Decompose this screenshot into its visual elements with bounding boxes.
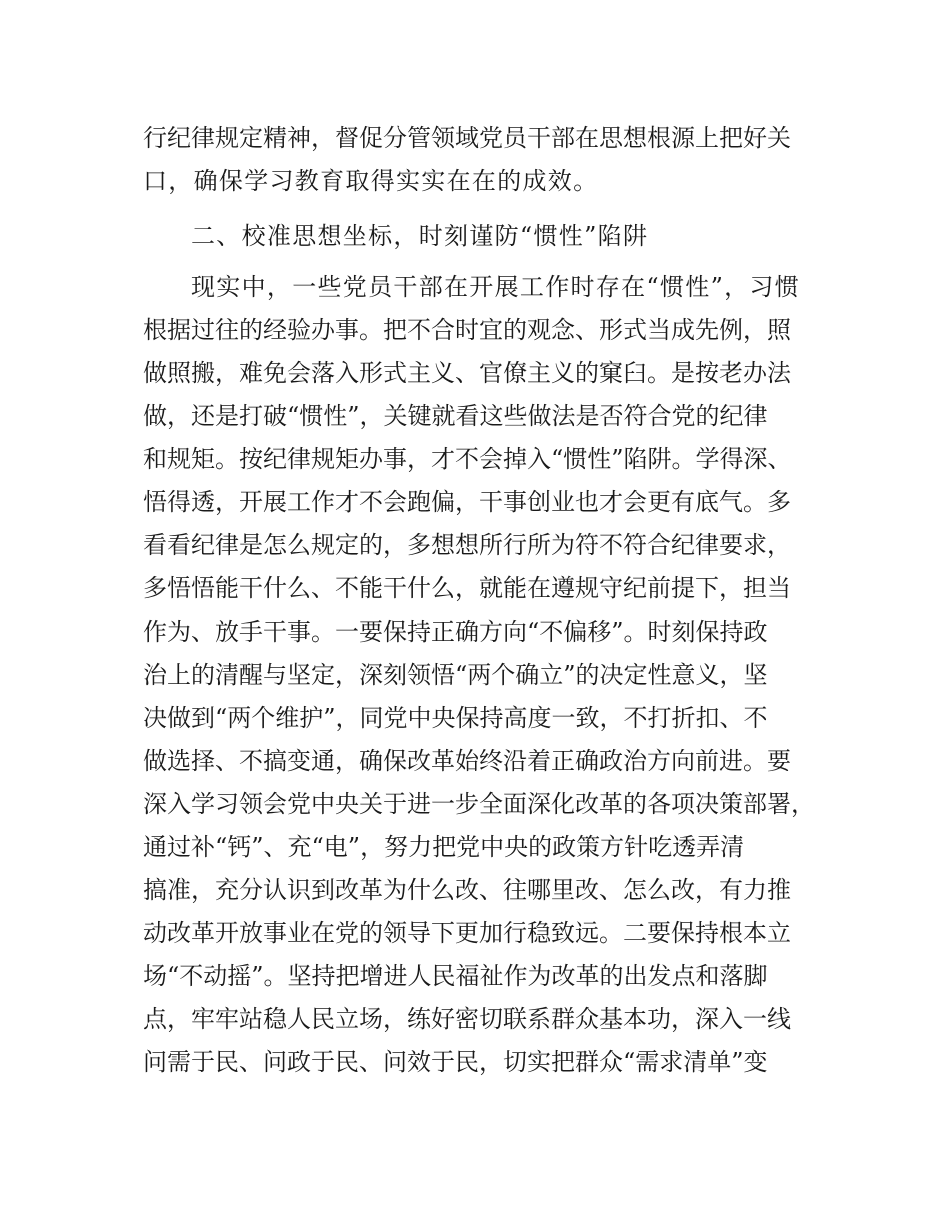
paragraph-line-13: 深入学习领会党中央关于进一步全面深化改革的各项决策部署， <box>143 790 815 818</box>
text-line-1: 行纪律规定精神，督促分管领域党员干部在思想根源上把好关 <box>143 124 791 152</box>
paragraph-line-2: 根据过往的经验办事。把不合时宜的观念、形式当成先例，照 <box>143 316 791 344</box>
paragraph-line-10: 治上的清醒与坚定，深刻领悟“两个确立”的决定性意义，坚 <box>143 661 768 689</box>
paragraph-line-14: 通过补“钙”、充“电”，努力把党中央的政策方针吃透弄清 <box>143 833 745 861</box>
paragraph-line-18: 点，牢牢站稳人民立场，练好密切联系群众基本功，深入一线 <box>143 1005 791 1033</box>
paragraph-line-6: 悟得透，开展工作才不会跑偏，干事创业也才会更有底气。多 <box>143 488 791 516</box>
paragraph-line-8: 多悟悟能干什么、不能干什么，就能在遵规守纪前提下，担当 <box>143 574 791 602</box>
paragraph-line-3: 做照搬，难免会落入形式主义、官僚主义的窠臼。是按老办法 <box>143 359 791 387</box>
paragraph-line-11: 决做到“两个维护”，同党中央保持高度一致，不打折扣、不 <box>143 704 768 732</box>
paragraph-line-15: 搞准，充分认识到改革为什么改、往哪里改、怎么改，有力推 <box>143 876 791 904</box>
paragraph-line-7: 看看纪律是怎么规定的，多想想所行所为符不符合纪律要求， <box>143 531 791 559</box>
text-line-2: 口，确保学习教育取得实实在在的成效。 <box>143 167 599 195</box>
paragraph-line-1: 现实中，一些党员干部在开展工作时存在“惯性”，习惯 <box>191 273 801 301</box>
section-heading: 二、校准思想坐标，时刻谨防“惯性”陷阱 <box>191 222 649 250</box>
paragraph-line-9: 作为、放手干事。一要保持正确方向“不偏移”。时刻保持政 <box>143 618 768 646</box>
paragraph-line-19: 问需于民、问政于民、问效于民，切实把群众“需求清单”变 <box>143 1048 768 1076</box>
paragraph-line-17: 场“不动摇”。坚持把增进人民福祉作为改革的出发点和落脚 <box>143 962 768 990</box>
paragraph-line-12: 做选择、不搞变通，确保改革始终沿着正确政治方向前进。要 <box>143 747 791 775</box>
paragraph-line-16: 动改革开放事业在党的领导下更加行稳致远。二要保持根本立 <box>143 919 791 947</box>
paragraph-line-4: 做，还是打破“惯性”，关键就看这些做法是否符合党的纪律 <box>143 402 768 430</box>
paragraph-line-5: 和规矩。按纪律规矩办事，才不会掉入“惯性”陷阱。学得深、 <box>143 445 792 473</box>
